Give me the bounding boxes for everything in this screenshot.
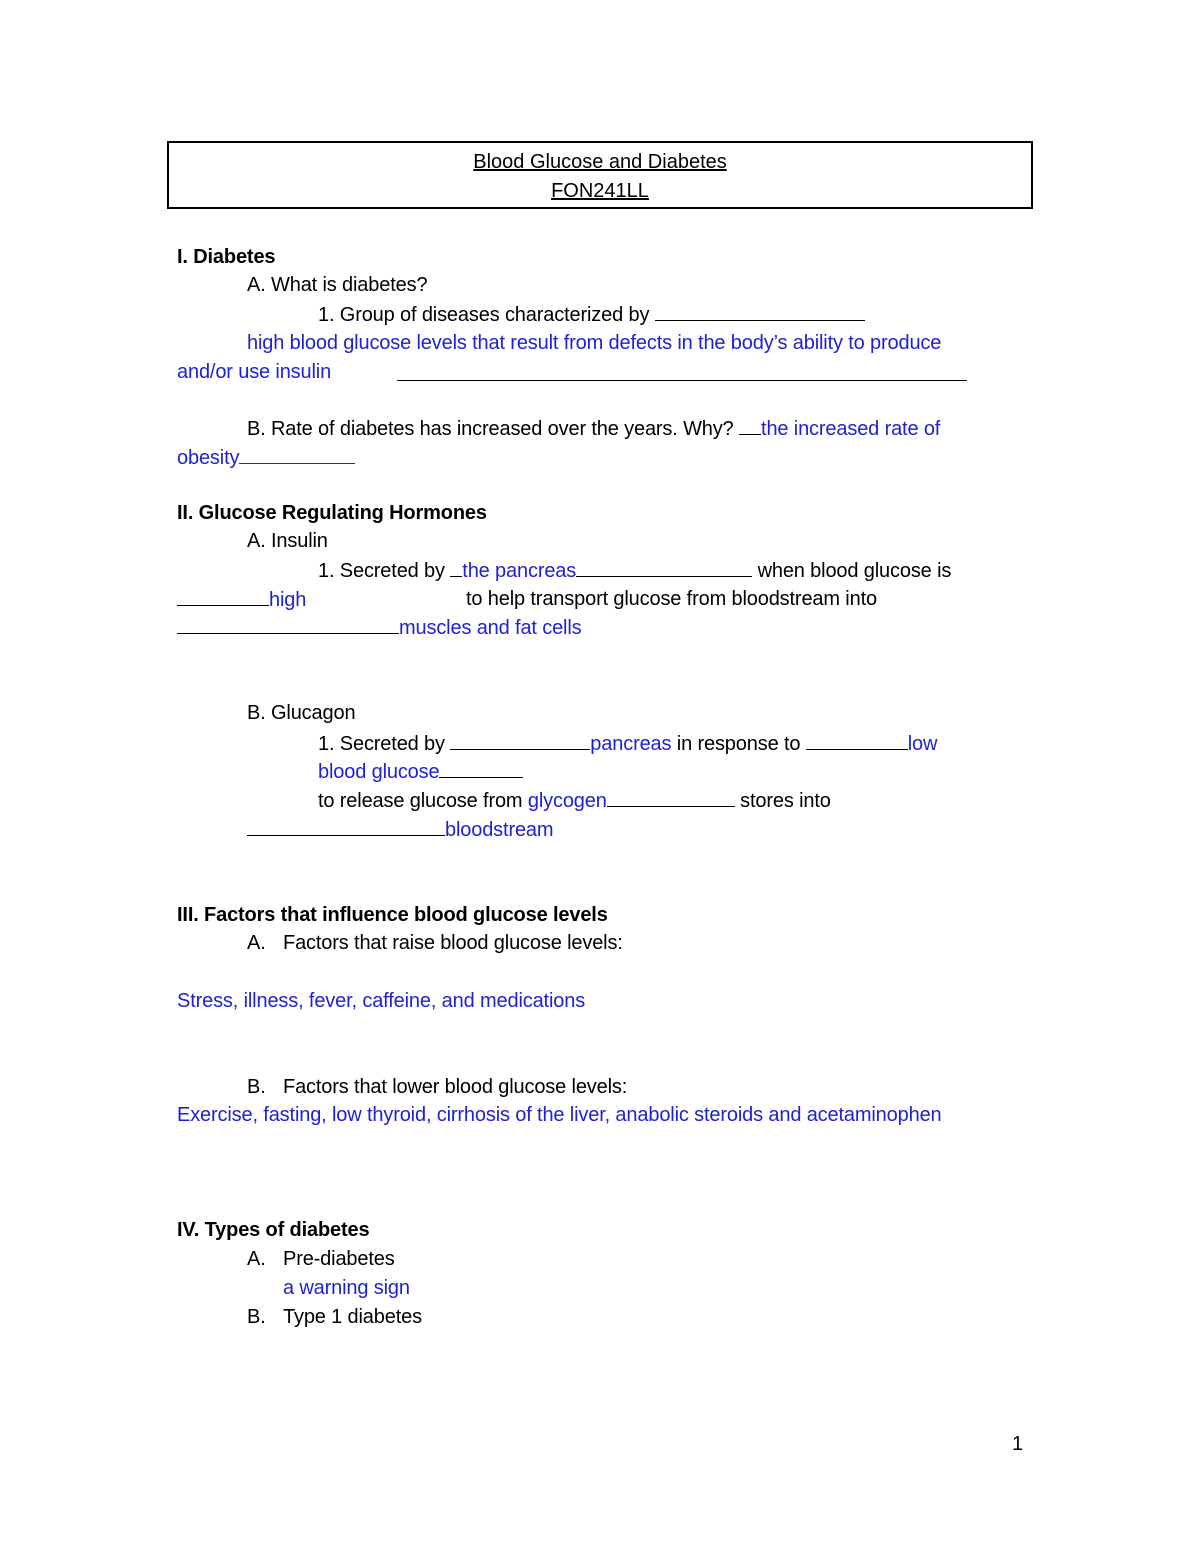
answer-lower-factors: Exercise, fasting, low thyroid, cirrhosis of the liver, anabolic steroids and acetaminophen: [177, 1104, 942, 1126]
item-glucagon-secreted: [318, 731, 937, 756]
answer-blank: [450, 731, 590, 750]
answer-blank: [397, 362, 967, 381]
section-heading-types: IV. Types of diabetes: [177, 1219, 370, 1241]
answer-line: high blood glucose levels that result from defects in the body’s ability to produce: [247, 332, 942, 354]
answer-blank: [177, 615, 399, 634]
item-text: in response to: [676, 733, 801, 755]
item-text: when blood glucose is: [757, 560, 952, 582]
title-box: [167, 141, 1033, 209]
question-what-is-diabetes: A. What is diabetes?: [247, 274, 428, 296]
list-marker: A.: [247, 932, 266, 954]
section-heading-diabetes: I. Diabetes: [177, 246, 276, 268]
answer-blank: [655, 302, 865, 321]
item-text: stores into: [740, 790, 831, 812]
question-rate-increase: [247, 416, 940, 441]
page-number: 1: [1012, 1433, 1024, 1455]
list-marker: B.: [247, 1076, 266, 1098]
item-glucagon-line3: [318, 788, 831, 813]
item-prefix: 1. Group of diseases characterized by: [318, 304, 650, 326]
answer-text: muscles and fat cells: [399, 617, 582, 639]
answer-blank: [247, 817, 445, 836]
list-marker: A.: [247, 1248, 266, 1270]
item-insulin-line3: [177, 615, 582, 640]
answer-text: glycogen: [527, 790, 607, 812]
answer-blank: [739, 416, 761, 435]
answer-blank: [439, 759, 523, 778]
item-insulin-line2: [177, 587, 306, 612]
answer-line: and/or use insulin: [177, 361, 332, 383]
section-heading-hormones: II. Glucose Regulating Hormones: [177, 502, 487, 524]
answer-text: pancreas: [590, 733, 672, 755]
answer-text: obesity: [177, 447, 240, 469]
answer-blank: [607, 788, 735, 807]
answer-text: bloodstream: [445, 819, 554, 841]
item-prefix: 1. Secreted by: [318, 560, 445, 582]
answer-blank: [806, 731, 908, 750]
answer-text: the increased rate of: [761, 418, 941, 440]
answer-blank: [450, 558, 462, 577]
answer-pre-diabetes: a warning sign: [283, 1277, 410, 1299]
answer-text: low: [907, 733, 938, 755]
answer-blank: [239, 445, 355, 464]
answer-blank: [576, 558, 752, 577]
question-text: B. Rate of diabetes has increased over the years. Why?: [247, 418, 734, 440]
subheading-insulin: A. Insulin: [247, 530, 328, 552]
answer-text: the pancreas: [462, 560, 577, 582]
section-heading-factors: III. Factors that influence blood glucose levels: [177, 904, 608, 926]
answer-line: [177, 445, 355, 470]
subheading-pre-diabetes: Pre-diabetes: [283, 1248, 395, 1270]
item-glucagon-line4: [247, 817, 553, 842]
item-text: to release glucose from: [318, 790, 523, 812]
subheading-raise-factors: Factors that raise blood glucose levels:: [283, 932, 623, 954]
item-group-of-diseases: [318, 302, 865, 327]
list-marker: B.: [247, 1306, 266, 1328]
item-prefix: 1. Secreted by: [318, 733, 445, 755]
item-insulin-secreted: [318, 558, 951, 583]
subheading-lower-factors: Factors that lower blood glucose levels:: [283, 1076, 628, 1098]
subheading-glucagon: B. Glucagon: [247, 702, 356, 724]
answer-text: blood glucose: [318, 761, 440, 783]
item-text: to help transport glucose from bloodstream into: [466, 588, 877, 610]
document-title: Blood Glucose and Diabetes: [473, 151, 727, 173]
item-glucagon-line2: [318, 759, 523, 784]
subheading-type1-diabetes: Type 1 diabetes: [283, 1306, 422, 1328]
answer-blank: [177, 587, 269, 606]
course-code: FON241LL: [551, 180, 649, 202]
answer-raise-factors: Stress, illness, fever, caffeine, and medications: [177, 990, 586, 1012]
answer-text: high: [269, 589, 307, 611]
